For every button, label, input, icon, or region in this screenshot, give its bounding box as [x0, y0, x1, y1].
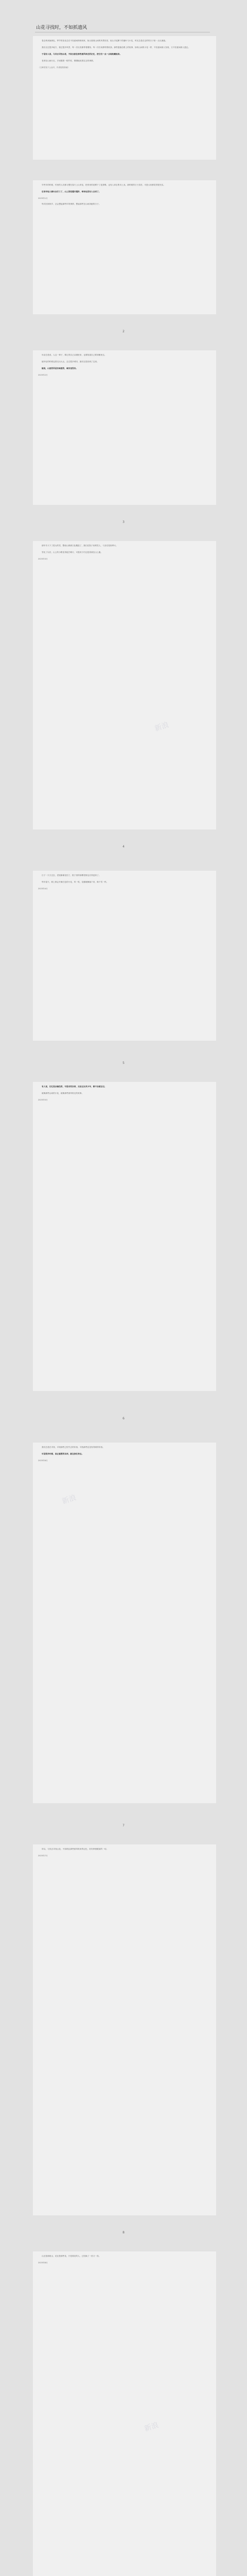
page-title	[35, 24, 210, 32]
paragraph: 每次回到家乡，总会想起那些年的事情，想起那些在山间奔跑的日子。	[42, 203, 101, 205]
title-block	[35, 24, 210, 32]
watermark-text: 新浪	[143, 2421, 160, 2433]
paragraph: 母亲总是说，人这一辈子，要记得自己从哪里来，也要知道自己要到哪里去。	[42, 354, 107, 356]
section-number: 3	[122, 520, 125, 524]
paragraph: 那年冬天下了很大的雪，整座山都被白色覆盖了，我们在院子里堆雪人，父亲在屋里烤火。	[42, 545, 118, 547]
paragraph: 我们总是在寻找，寻找那些已经失去的东西，寻找那些还没有得到的东西。	[42, 1446, 104, 1448]
watermark-text: 新浪	[153, 721, 170, 733]
meta-text: 2023年7月	[38, 1855, 48, 1857]
watermark-text: 新浪	[61, 1494, 78, 1506]
meta-text: （文章首发于公众号，作者授权转载）	[38, 66, 70, 69]
paragraph: 山还是那座山，花还是那些花，只是看花的人，已经换了一茬又一茬。	[42, 2255, 101, 2257]
meta-text: 2023年4月	[38, 888, 48, 890]
meta-text: 2023年5月	[38, 1099, 48, 1101]
meta-text: 2023年8月	[38, 2262, 48, 2264]
paragraph: 早些年的时候，村里的人们都习惯在春天上山采花，把采来的花晒干了泡茶喝，也有人拿去集市上卖。那时候的日子清苦，可是大家都觉得很充实。	[42, 184, 166, 186]
section-number: 5	[122, 1061, 125, 1065]
paragraph: 可是很多时候，真正重要的东西，就在我们身边。	[42, 1453, 84, 1455]
meta-text: 2023年1月	[38, 197, 48, 199]
meta-text: 2023年2月	[38, 374, 48, 376]
paragraph: 后来年轻人都出去打工了，山上的花越开越多，却再也没有人去采了。	[42, 191, 101, 193]
paragraph: 每年春天，树上都会开满白色的小花，风一吹，花瓣就飘落下来，像下雪一样。	[42, 881, 109, 883]
section-6	[33, 1082, 216, 1391]
section-1	[33, 36, 216, 160]
section-number: 8	[122, 2231, 125, 2234]
section-number: 4	[122, 845, 125, 849]
section-3	[33, 350, 216, 505]
paragraph: 她说，山里的风是有味道的，城市里没有。	[42, 367, 78, 369]
paragraph: 春去秋来换颜色，季节的变化总在不经意间悄悄到来，抬头看看山间的风景依旧，低头寻觅脚下的落叶与小花，时光总是在这样的日子里一点点流逝。	[42, 40, 167, 42]
paragraph: 她年轻的时候也曾走出大山，去过很多城市，最后还是回到了这里。	[42, 361, 99, 363]
meta-text: 2023年6月	[38, 1460, 48, 1462]
section-number: 2	[122, 330, 125, 333]
section-9	[33, 2251, 216, 2576]
section-8	[33, 1844, 216, 2215]
section-2	[33, 180, 216, 314]
paragraph: 我们走过很多地方，看过很多风景，每一次出发都带着期待，每一次归来都带着收获。那些遗落在路上的故事，如同山间的小花一样，不经意间被人发现，又不经意间被人遗忘。	[42, 46, 190, 48]
paragraph: 于是有人说，与其去寻找山花，不如去抓住那些被风吹走的记忆，把它们一点一点地收藏起来。	[42, 53, 122, 55]
paragraph: 雪化了以后，山上的小路变得泥泞难行，可是孩子们还是喜欢往山上跑。	[42, 551, 103, 553]
title-text: 山花寻找时，不如抓遗风	[36, 25, 87, 30]
paragraph: 就像那些山间的小花，就像那些被风吹走的故事。	[42, 1092, 84, 1094]
meta-text: 2023年3月	[38, 558, 48, 560]
section-number: 6	[122, 1417, 125, 1420]
section-5	[33, 871, 216, 1041]
section-4	[33, 541, 216, 829]
paragraph: 有人说，记忆是会褪色的，可是有些东西，无论过去多少年，都不会被忘记。	[42, 1086, 107, 1088]
paragraph: 老者在山间行走，手里握着一根竹杖，慢慢地说着过去的事情。	[42, 60, 95, 62]
paragraph: 所以，与其去寻找山花，不如抓住那些被风吹来的记忆，好好珍惜眼前的一切。	[42, 1848, 109, 1850]
section-number: 7	[122, 1824, 125, 1827]
paragraph: 日子一天天过去，老屋渐渐变旧了，院子里的那棵老树也长得更高了。	[42, 874, 101, 876]
